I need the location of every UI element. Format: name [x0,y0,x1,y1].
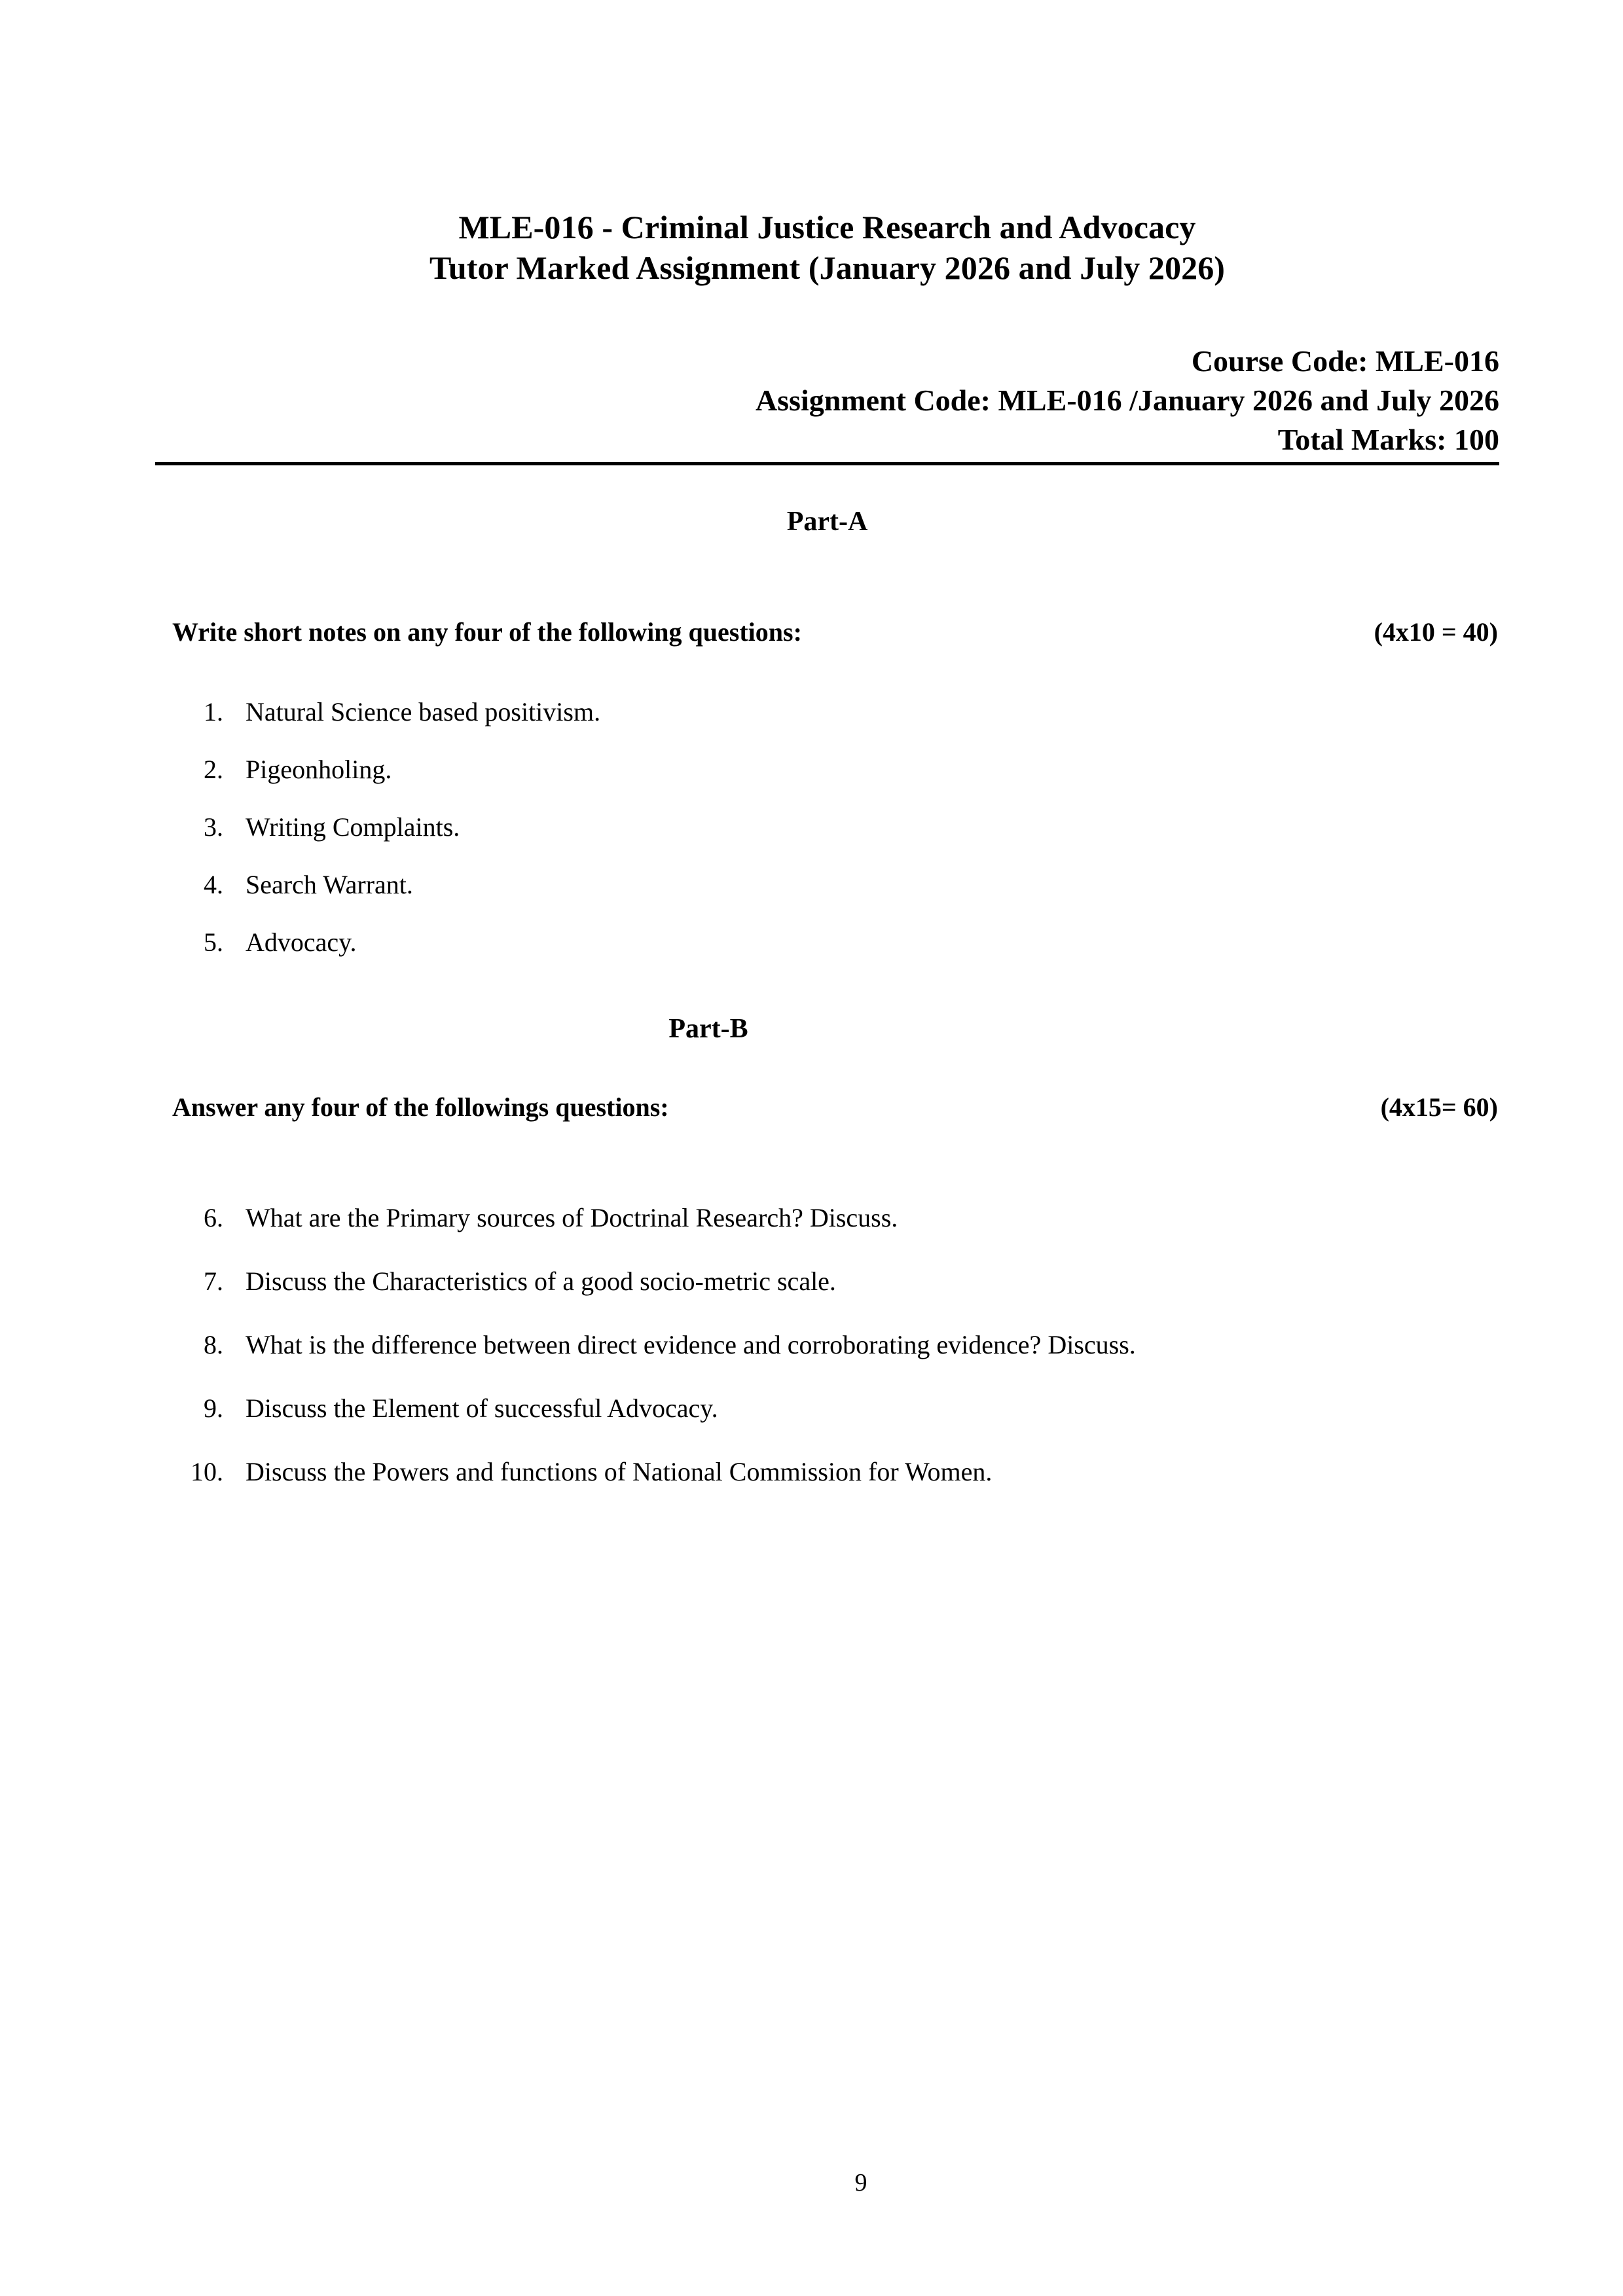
question-text: Discuss the Powers and functions of National Commission for Women. [246,1457,993,1486]
question-number: 9. [204,1393,223,1423]
list-item [172,1202,1499,1234]
list-item [172,811,1499,844]
question-number: 8. [204,1330,223,1359]
list-item [172,1329,1499,1361]
course-meta [155,342,1499,459]
part-b-marks: (4x15= 60) [1380,1092,1498,1122]
list-item [172,753,1499,786]
question-text: Advocacy. [246,927,357,957]
question-text: Pigeonholing. [246,755,392,784]
question-text: Discuss the Element of successful Advocacy. [246,1393,718,1423]
part-a-instruction-row [172,617,1499,648]
part-a-question-list [172,696,1499,984]
part-b-instruction-row [172,1092,1499,1123]
list-item [172,1265,1499,1298]
question-number: 5. [204,927,223,957]
document-title [155,207,1499,288]
course-code: Course Code: MLE-016 [1191,344,1499,378]
title-line-2: Tutor Marked Assignment (January 2026 and July 2026) [429,249,1226,286]
question-number: 3. [204,812,223,842]
list-item [172,869,1499,901]
part-b-question-list [172,1202,1499,1519]
title-line-1: MLE-016 - Criminal Justice Research and Advocacy [458,209,1196,245]
part-b-instruction-text: Answer any four of the followings questions: [172,1092,669,1122]
question-number: 7. [204,1266,223,1296]
assignment-code: Assignment Code: MLE-016 /January 2026 and July 2026 [755,384,1499,417]
part-a-marks: (4x10 = 40) [1374,617,1498,647]
question-text: What are the Primary sources of Doctrinal Research? Discuss. [246,1203,898,1232]
question-text: Natural Science based positivism. [246,697,601,726]
question-text: Writing Complaints. [246,812,460,842]
list-item [172,926,1499,959]
part-a-heading: Part-A [786,507,868,537]
question-text: Discuss the Characteristics of a good socio-metric scale. [246,1266,836,1296]
list-item [172,1456,1499,1488]
part-a-instruction-text: Write short notes on any four of the following questions: [172,617,802,647]
question-number: 4. [204,870,223,899]
part-b-heading: Part-B [668,1014,748,1044]
question-number: 1. [204,697,223,726]
question-number: 2. [204,755,223,784]
total-marks: Total Marks: 100 [1277,423,1499,456]
header-divider [155,462,1499,465]
question-text: Search Warrant. [246,870,413,899]
question-number: 6. [204,1203,223,1232]
question-text: What is the difference between direct evidence and corroborating evidence? Discuss. [246,1330,1136,1359]
list-item [172,1392,1499,1425]
page-number: 9 [854,2169,867,2197]
question-number: 10. [191,1457,223,1486]
list-item [172,696,1499,728]
